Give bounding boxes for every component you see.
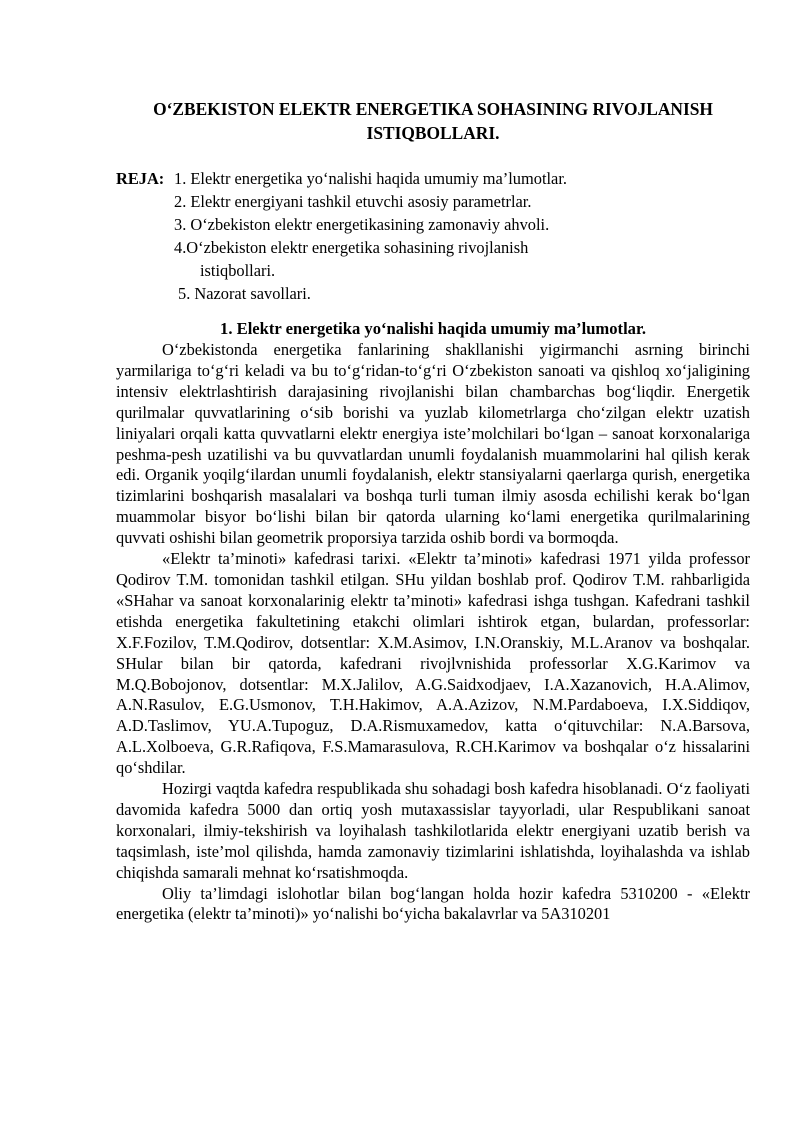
plan-list: [116, 167, 750, 305]
paragraph-1: O‘zbekistonda energetika fanlarining shakllanishi yigirmanchi asrning birinchi yarmilariga to‘g‘ri keladi va bu to‘g‘ridan-to‘g‘ri O‘zbekiston sanoati va qishloq xo‘jaligining intensiv elektrlashtirish darajasining rivojlanishi bilan chambarchas bog‘liqdir. Energetik qurilmalar quvvatlarining o‘sib borishi va yuzlab kilometrlarga cho‘zilgan elektr uzatish liniyalari orqali katta quvvatlarni elektr energiya iste’molchilari bo‘lgan – sanoat korxonalariga peshma-pesh uzatilishi va bu quvvatlardan unumli foydalanish muammolarini hal qilish kerak edi. Organik yoqilg‘ilardan unumli foydalanish, elektr stansiyalarni qaerlarga qurish, energetika tizimlarini boshqarish masalalari va boshqa turli tuman ilmiy asosda echilishi kerak bo‘lgan muammolar bisyor bo‘lishi bilan bir qatorda ularning ko‘lami energetika qurilmalarining quvvati oshishi bilan geometrik proporsiya tarzida oshib bordi va bormoqda.: [116, 340, 750, 548]
title-line-2: ISTIQBOLLARI.: [366, 123, 500, 143]
plan-item-2: 2. Elektr energiyani tashkil etuvchi asosiy parametrlar.: [174, 192, 532, 211]
plan-item-4-continued: istiqbollari.: [200, 261, 276, 280]
plan-item-3: 3. O‘zbekiston elektr energetikasining zamonaviy ahvoli.: [174, 215, 550, 234]
plan-first-row: [116, 167, 750, 190]
section-1-heading: 1. Elektr energetika yo‘nalishi haqida umumiy ma’lumotlar.: [220, 319, 646, 338]
plan-item-1: 1. Elektr energetika yo‘nalishi haqida umumiy ma’lumotlar.: [174, 169, 567, 188]
document-page: [116, 97, 750, 925]
plan-label: REJA:: [116, 169, 165, 188]
title-line-1: O‘ZBEKISTON ELEKTR ENERGETIKA SOHASINING RIVOJLANISH: [153, 99, 713, 119]
paragraph-3: Hozirgi vaqtda kafedra respublikada shu sohadagi bosh kafedra hisoblanadi. O‘z faoliyati davomida kafedra 5000 dan ortiq yosh mutaxassislar tayyorladi, ular Respublikani sanoat korxonalari, ilmiy-tekshirish va loyihalash tashkilotlarida elektr energiyani uzatib berish va taqsimlash, iste’mol qilishda, hamda zamonaviy tizimlarini ishlatishda, loyihalashda va ishlab chiqishda samarali mehnat ko‘rsatishmoqda.: [116, 779, 750, 882]
plan-item-4: 4.O‘zbekiston elektr energetika sohasining rivojlanish: [174, 238, 529, 257]
plan-item-5: 5. Nazorat savollari.: [178, 284, 311, 303]
document-title: [116, 97, 750, 145]
paragraph-4: Oliy ta’limdagi islohotlar bilan bog‘langan holda hozir kafedra 5310200 - «Elektr energetika (elektr ta’minoti)» yo‘nalishi bo‘yicha bakalavrlar va 5A310201: [116, 883, 750, 924]
paragraph-2: «Elektr ta’minoti» kafedrasi tarixi. «Elektr ta’minoti» kafedrasi 1971 yilda professor Qodirov T.M. tomonidan tashkil etilgan. SHu yildan boshlab prof. Qodirov T.M. rahbarligida «SHahar va sanoat korxonalarinig elektr ta’minoti» kafedrasi ishga tushgan. Kafedrani tashkil etishda energetika fakultetining etakchi olimlari ishtirok etgan, bulardan, professorlar: X.F.Fozilov, T.M.Qodirov, dotsentlar: X.M.Asimov, I.N.Oranskiy, M.L.Aranov va boshqalar. SHular bilan bir qatorda, kafedrani rivojlvnishida professorlar X.G.Karimov va M.Q.Bobojonov, dotsentlar: M.X.Jalilov, A.G.Saidxodjaev, I.A.Xazanovich, H.A.Alimov, A.N.Rasulov, E.G.Usmonov, T.H.Hakimov, A.A.Azizov, N.M.Pardaboeva, I.X.Siddiqov, A.D.Taslimov, YU.A.Tupoguz, D.A.Rismuxamedov, katta o‘qituvchilar: N.A.Barsova, A.L.Xolboeva, G.R.Rafiqova, F.S.Mamarasulova, R.CH.Karimov va boshqalar o‘z hissalarini qo‘shdilar.: [116, 549, 750, 778]
